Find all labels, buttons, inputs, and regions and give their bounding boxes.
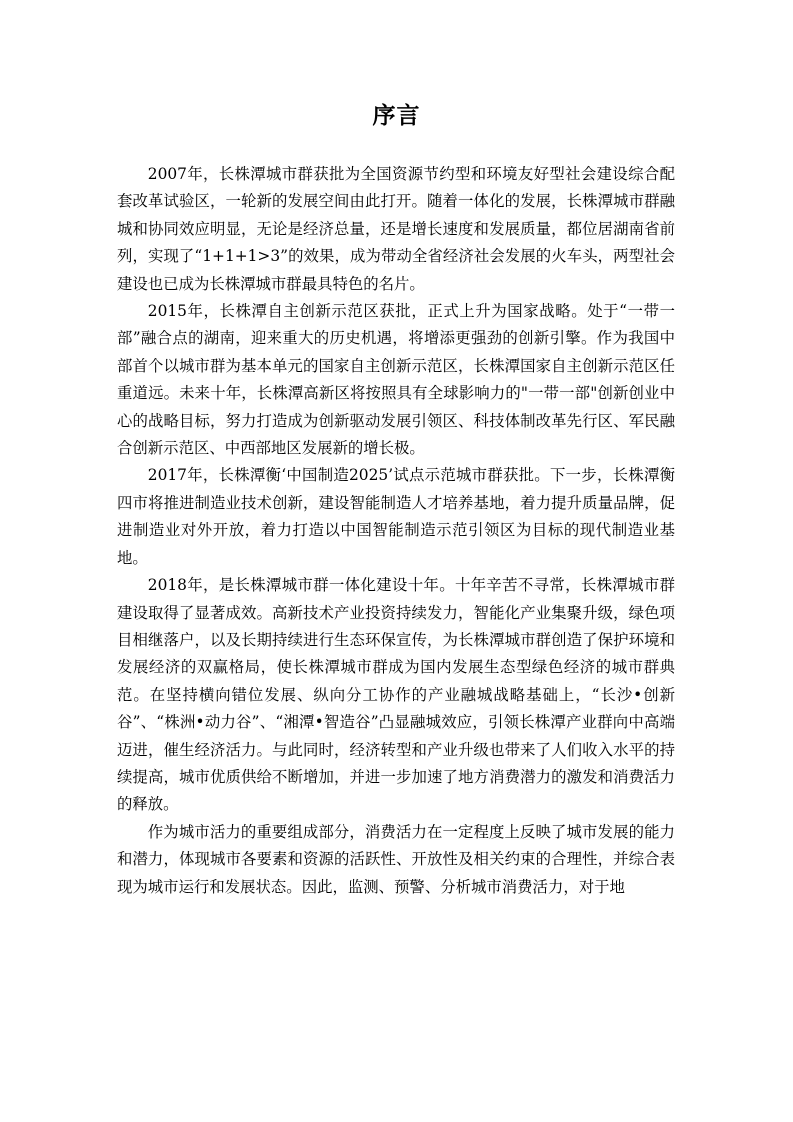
body-text xyxy=(117,161,675,901)
paragraph: 作为城市活力的重要组成部分，消费活力在一定程度上反映了城市发展的能力和潜力，体现城市各要素和资源的活跃性、开放性及相关约束的合理性，并综合表现为城市运行和发展状态。因此，监测、预警、分析城市消费活力，对于地 xyxy=(117,822,675,896)
paragraph: 2018年，是长株潭城市群一体化建设十年。十年辛苦不寻常，长株潭城市群建设取得了显著成效。高新技术产业投资持续发力，智能化产业集聚升级，绿色项目相继落户，以及长期持续进行生态环保宣传，为长株潭城市群创造了保护环境和发展经济的双赢格局，使长株潭城市群成为国内发展生态型绿色经济的城市群典范。在坚持横向错位发展、纵向分工协作的产业融城战略基础上，“长沙•创新谷”、“株洲•动力谷”、“湘潭•智造谷”凸显融城效应，引领长株潭产业群向中高端迈进，催生经济活力。与此同时，经济转型和产业升级也带来了人们收入水平的持续提高，城市优质供给不断增加，并进一步加速了地方消费潜力的激发和消费活力的释放。 xyxy=(117,576,675,814)
paragraph: 2007年，长株潭城市群获批为全国资源节约型和环境友好型社会建设综合配套改革试验区，一轮新的发展空间由此打开。随着一体化的发展，长株潭城市群融城和协同效应明显，无论是经济总量，还是增长速度和发展质量，都位居湖南省前列，实现了“1+1+1>3”的效果，成为带动全省经济社会发展的火车头，两型社会建设也已成为长株潭城市群最具特色的名片。 xyxy=(117,165,675,293)
paragraph: 2017年，长株潭衡‘中国制造2025’试点示范城市群获批。下一步，长株潭衡四市将推进制造业技术创新，建设智能制造人才培养基地，着力提升质量品牌，促进制造业对外开放，着力打造以中国智能制造示范引领区为目标的现代制造业基地。 xyxy=(117,466,675,567)
paragraph: 2015年，长株潭自主创新示范区获批，正式上升为国家战略。处于“一带一部”融合点的湖南，迎来重大的历史机遇，将增添更强劲的创新引擎。作为我国中部首个以城市群为基本单元的国家自主创新示范区，长株潭国家自主创新示范区任重道远。未来十年，长株潭高新区将按照具有全球影响力的"一带一部"创新创业中心的战略目标，努力打造成为创新驱动发展引领区、科技体制改革先行区、军民融合创新示范区、中西部地区发展新的增长极。 xyxy=(117,302,675,458)
page-title: 序言 xyxy=(372,103,421,129)
